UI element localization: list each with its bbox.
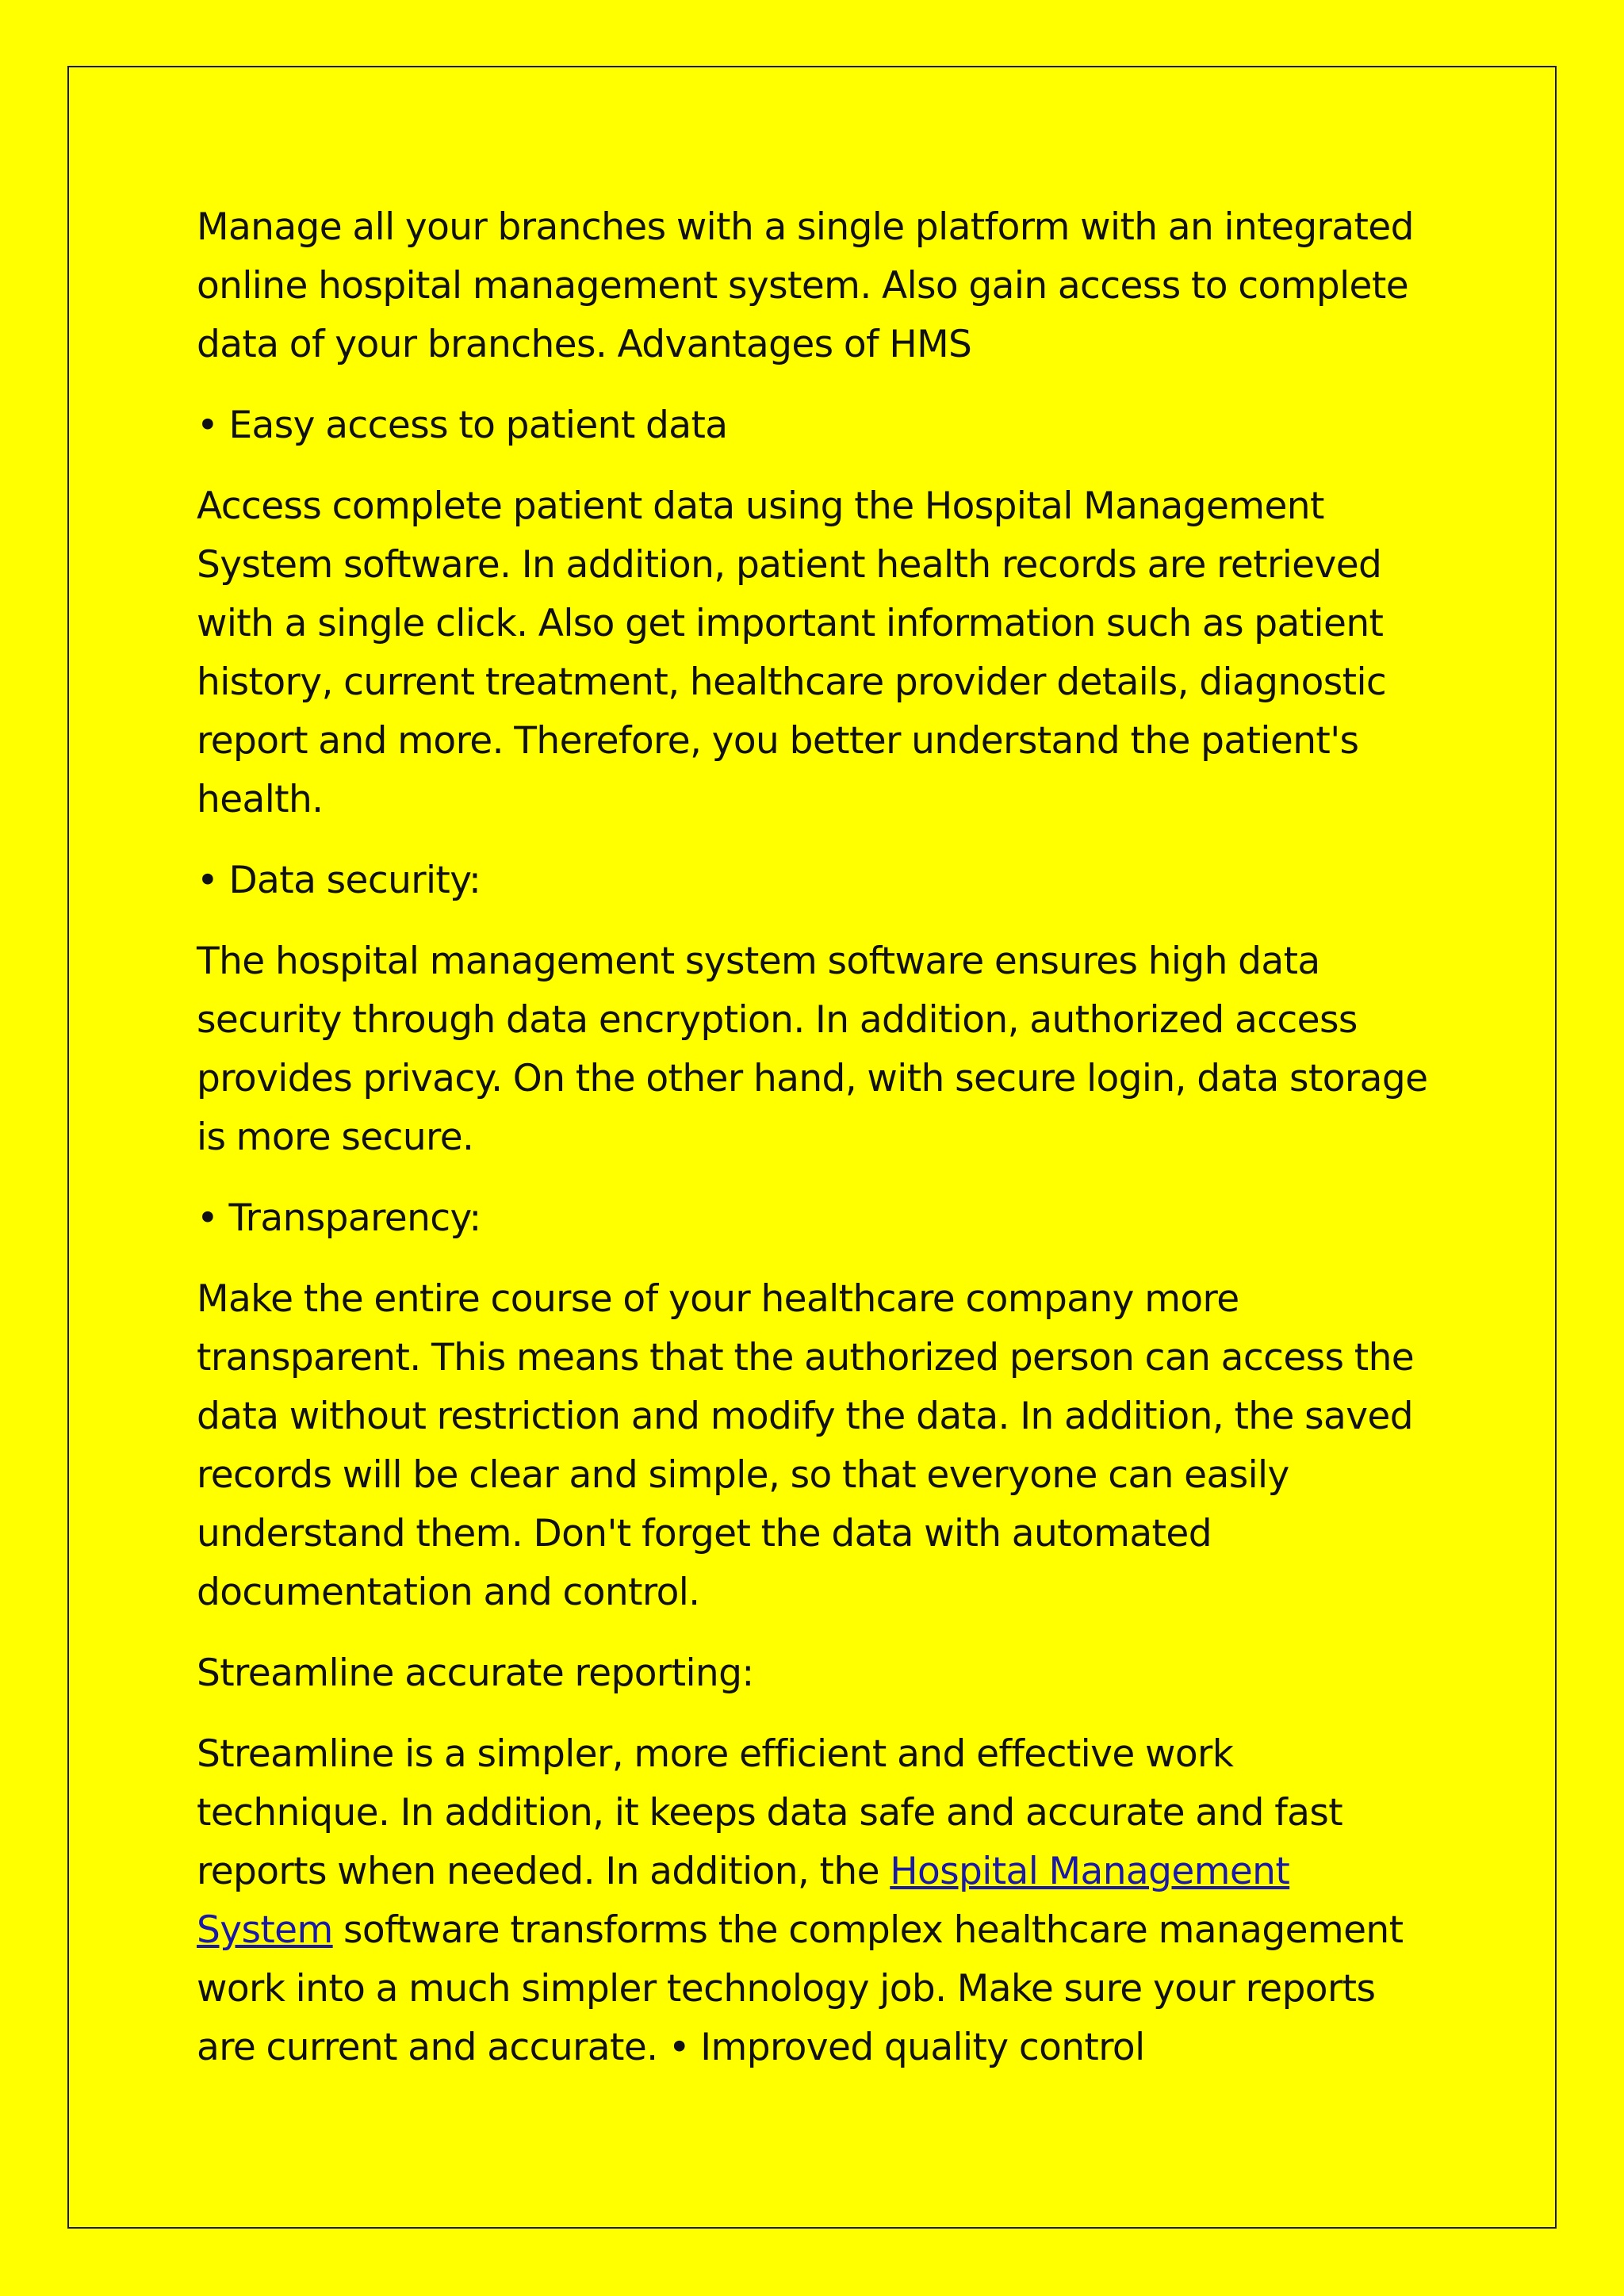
data-security-paragraph: The hospital management system software ensures high data security through data encryption. In addition, authorized access provides privacy. On the other hand, with secure login, data storage is more secure. <box>197 939 1428 1159</box>
streamline-paragraph <box>197 1725 1434 2077</box>
document-body <box>197 198 1434 2099</box>
patient-data-paragraph: Access complete patient data using the Hospital Management System software. In addition, patient health records are retrieved with a single click. Also get important information such as patient history, current treatment, healthcare provider details, diagnostic report and more. Therefore, you better understand the patient's health. <box>197 484 1387 821</box>
streamline-text-after-link: software transforms the complex healthcare management work into a much simpler technology job. Make sure your reports are current and accurate. • Improved quality control <box>197 1908 1404 2069</box>
transparency-paragraph: Make the entire course of your healthcare company more transparent. This means that the authorized person can access the data without restriction and modify the data. In addition, the saved records will be clear and simple, so that everyone can easily understand them. Don't forget the data with automated documentation and control. <box>197 1277 1415 1614</box>
hospital-management-system-link[interactable]: Hospital Management System <box>197 1850 1290 1952</box>
streamline-text-before-link: Streamline is a simpler, more efficient and effective work technique. In addition, it keeps data safe and accurate and fast reports when needed. In addition, the <box>197 1732 1343 1893</box>
bullet-transparency: • Transparency: <box>197 1196 481 1240</box>
streamline-heading: Streamline accurate reporting: <box>197 1651 754 1695</box>
bullet-data-security: • Data security: <box>197 859 481 902</box>
bullet-patient-data: • Easy access to patient data <box>197 404 728 447</box>
intro-paragraph: Manage all your branches with a single platform with an integrated online hospital management system. Also gain access to complete data of your branches. Advantages of HMS <box>197 205 1414 366</box>
